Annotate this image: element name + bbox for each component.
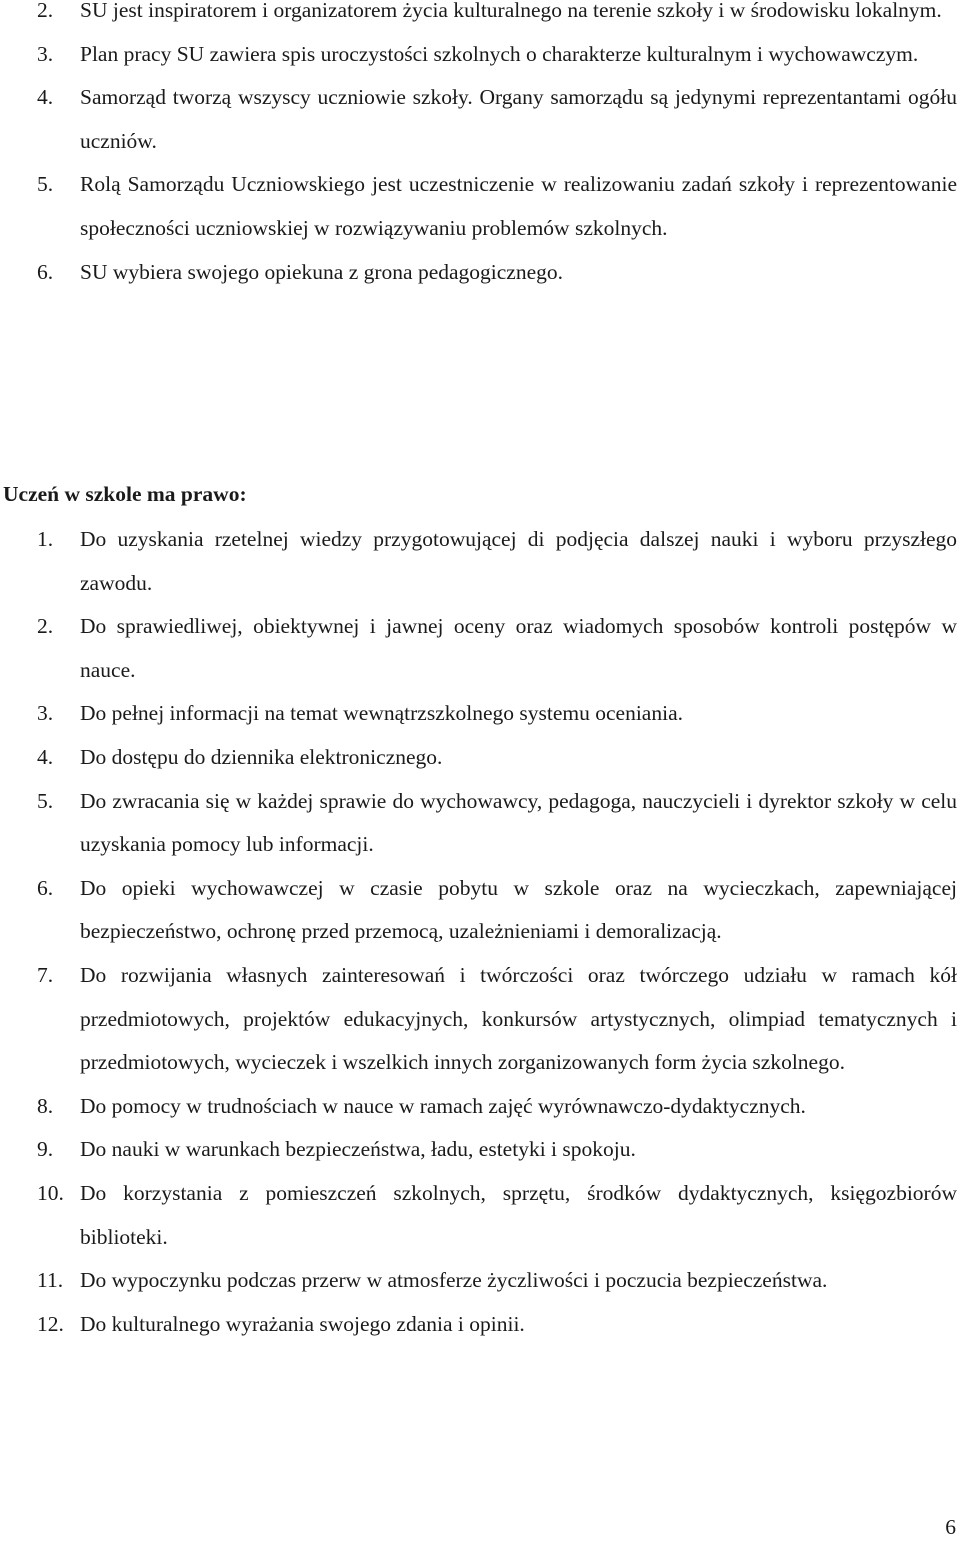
list-item-text: Do sprawiedliwej, obiektywnej i jawnej oceny oraz wiadomych sposobów kontroli postępów w nauce. — [80, 614, 957, 682]
list-item — [0, 251, 957, 295]
list-item-number: 10. — [37, 1180, 64, 1205]
list-item-text: Do uzyskania rzetelnej wiedzy przygotowującej di podjęcia dalszej nauki i wyboru przyszłego zawodu. — [80, 527, 957, 595]
list-item — [0, 954, 957, 1085]
list-item-number: 6. — [37, 875, 54, 900]
list-item-number: 8. — [37, 1093, 54, 1118]
list-item-number: 6. — [37, 259, 54, 284]
list-item-text: SU wybiera swojego opiekuna z grona pedagogicznego. — [80, 259, 564, 284]
list-item-number: 5. — [37, 172, 54, 197]
list-item — [0, 163, 957, 250]
list-item-number: 12. — [37, 1311, 64, 1336]
list-item-number: 11. — [37, 1268, 64, 1293]
list-item-text: Do rozwijania własnych zainteresowań i twórczości oraz twórczego udziału w ramach kół przedmiotowych, projektów edukacyjnych, konkursów artystycznych, olimpiad tematycznych i przedmiotowych, wycieczek i wszelkich innych zorganizowanych form życia szkolnego. — [80, 962, 957, 1075]
list-item-text: Do zwracania się w każdej sprawie do wychowawcy, pedagoga, nauczycieli i dyrektor szkoły w celu uzyskania pomocy lub informacji. — [80, 788, 957, 857]
list-item — [0, 518, 957, 605]
list-item-text: Do pełnej informacji na temat wewnątrzszkolnego systemu oceniania. — [80, 701, 683, 726]
list-item-number: 2. — [37, 0, 54, 22]
list-item-text: Do korzystania z pomieszczeń szkolnych, sprzętu, środków dydaktycznych, księgozbiorów biblioteki. — [80, 1180, 957, 1249]
list-item — [0, 33, 957, 77]
list-item-text: SU jest inspiratorem i organizatorem życia kulturalnego na terenie szkoły i w środowisku lokalnym. — [80, 0, 942, 22]
list-item — [0, 780, 957, 867]
list-item — [0, 1259, 957, 1303]
section-heading: Uczeń w szkole ma prawo: — [3, 482, 247, 506]
list-item — [0, 76, 957, 163]
page-number: 6 — [945, 1515, 956, 1539]
list-item-number: 4. — [37, 85, 54, 110]
list-item — [0, 1128, 957, 1172]
list-item-text: Do kulturalnego wyrażania swojego zdania i opinii. — [80, 1311, 525, 1336]
list-item-number: 7. — [37, 962, 54, 987]
list-item-number: 9. — [37, 1137, 54, 1162]
student-rights-list — [0, 518, 957, 1346]
list-item — [0, 1303, 957, 1347]
list-item-text: Do wypoczynku podczas przerw w atmosferze życzliwości i poczucia bezpieczeństwa. — [80, 1268, 828, 1293]
list-item-number: 2. — [37, 614, 54, 639]
list-item-number: 1. — [37, 527, 54, 551]
list-item-number: 4. — [37, 744, 54, 769]
list-item-number: 3. — [37, 701, 54, 726]
list-item-text: Rolą Samorządu Uczniowskiego jest uczestniczenie w realizowaniu zadań szkoły i reprezentowanie społeczności uczniowskiej w rozwiązywaniu problemów szkolnych. — [80, 172, 957, 240]
list-item — [0, 0, 957, 33]
list-item — [0, 605, 957, 692]
list-item-text: Samorząd tworzą wszyscy uczniowie szkoły. Organy samorządu są jedynymi reprezentantami ogółu uczniów. — [80, 85, 957, 153]
list-item — [0, 867, 957, 954]
list-item — [0, 692, 957, 736]
list-item — [0, 1172, 957, 1259]
list-item — [0, 736, 957, 780]
list-item-number: 3. — [37, 41, 54, 66]
list-item-text: Do opieki wychowawczej w czasie pobytu w szkole oraz na wycieczkach, zapewniającej bezpieczeństwo, ochronę przed przemocą, uzależnieniami i demoralizacją. — [80, 875, 957, 944]
student-council-list — [0, 0, 957, 294]
list-item — [0, 1085, 957, 1129]
list-item-text: Plan pracy SU zawiera spis uroczystości szkolnych o charakterze kulturalnym i wychowawczym. — [80, 41, 919, 66]
list-item-text: Do pomocy w trudnościach w nauce w ramach zajęć wyrównawczo-dydaktycznych. — [80, 1093, 806, 1118]
list-item-text: Do nauki w warunkach bezpieczeństwa, ładu, estetyki i spokoju. — [80, 1137, 636, 1162]
list-item-text: Do dostępu do dziennika elektronicznego. — [80, 744, 443, 769]
list-item-number: 5. — [37, 788, 54, 813]
